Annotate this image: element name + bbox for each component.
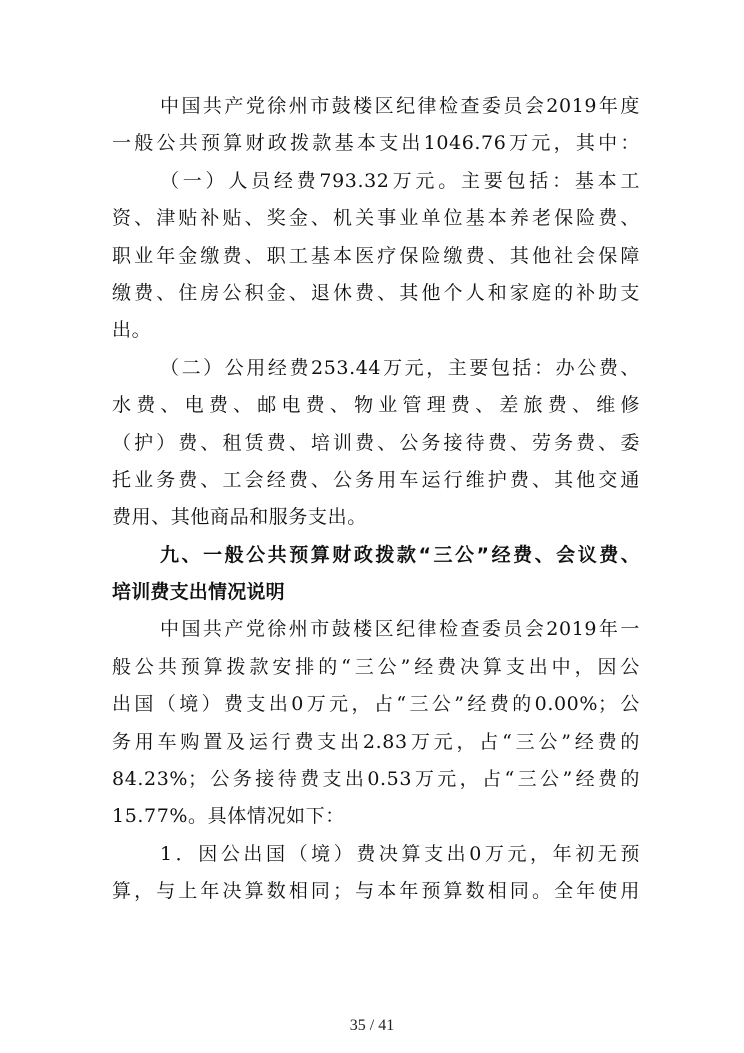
paragraph-line: （护）费、租赁费、培训费、公务接待费、劳务费、委 [112, 431, 640, 454]
paragraph-line: 中国共产党徐州市鼓楼区纪律检查委员会2019年度 [160, 95, 640, 117]
paragraph-line: 般公共预算拨款安排的“三公”经费决算支出中，因公 [112, 655, 640, 678]
paragraph-line: 15.77%。具体情况如下： [112, 805, 345, 828]
section-heading-line: 九、一般公共预算财政拨款“三公”经费、会议费、 [160, 543, 640, 566]
paragraph-line: 水费、电费、邮电费、物业管理费、差旅费、维修 [112, 394, 640, 417]
paragraph-line: 出国（境）费支出0万元，占“三公”经费的0.00%；公 [112, 693, 640, 716]
paragraph-line: 出。 [112, 319, 152, 342]
paragraph-line: 缴费、住房公积金、退休费、其他个人和家庭的补助支 [112, 281, 640, 304]
section-heading-line: 培训费支出情况说明 [112, 581, 285, 604]
paragraph-line: 资、津贴补贴、奖金、机关事业单位基本养老保险费、 [112, 207, 640, 230]
page-number: 35 / 41 [349, 1017, 395, 1034]
paragraph-line: 中国共产党徐州市鼓楼区纪律检查委员会2019年一 [160, 618, 640, 641]
paragraph-line: 费用、其他商品和服务支出。 [112, 506, 367, 529]
document-body [112, 88, 640, 911]
paragraph-line: （一）人员经费793.32万元。主要包括：基本工 [160, 169, 640, 192]
paragraph-line: 1．因公出国（境）费决算支出0万元，年初无预 [160, 842, 640, 865]
paragraph-line: 托业务费、工会经费、公务用车运行维护费、其他交通 [112, 468, 640, 491]
paragraph-line: （二）公用经费253.44万元，主要包括：办公费、 [160, 356, 640, 379]
paragraph-line: 务用车购置及运行费支出2.83万元，占“三公”经费的 [112, 730, 640, 753]
paragraph-line: 算，与上年决算数相同；与本年预算数相同。全年使用 [112, 880, 640, 903]
paragraph-line: 一般公共预算财政拨款基本支出1046.76万元，其中： [112, 132, 640, 155]
paragraph-line: 职业年金缴费、职工基本医疗保险缴费、其他社会保障 [112, 244, 640, 267]
paragraph-line: 84.23%；公务接待费支出0.53万元，占“三公”经费的 [112, 768, 640, 791]
